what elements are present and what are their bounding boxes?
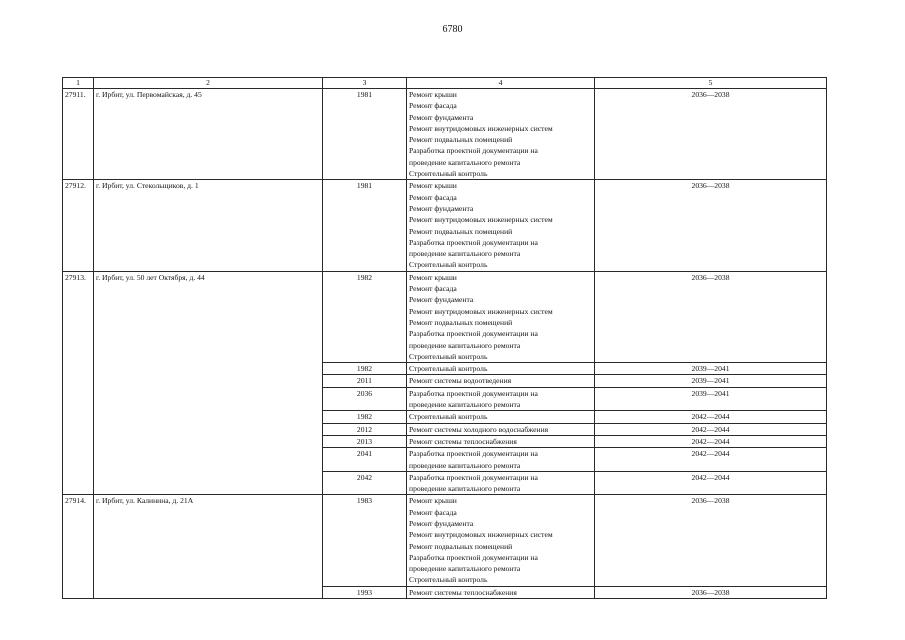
work-item: Ремонт подвальных помещений <box>409 135 513 145</box>
work-item: Ремонт фасада <box>409 192 457 202</box>
construction-year: 1982 <box>323 271 407 362</box>
works-list <box>407 435 595 447</box>
works-list <box>407 180 595 271</box>
column-header-3: 3 <box>323 78 407 89</box>
work-item: Разработка проектной документации на <box>409 449 538 459</box>
repair-period: 2039—2041 <box>595 387 827 411</box>
entry-number: 27913. <box>63 271 94 362</box>
column-header-2: 2 <box>94 78 323 89</box>
works-list <box>407 375 595 387</box>
table-row <box>63 448 827 472</box>
construction-year: 1993 <box>323 586 407 598</box>
work-item: Строительный контроль <box>409 412 488 422</box>
empty-cell <box>94 423 323 435</box>
table-row <box>63 435 827 447</box>
work-item: Ремонт крыши <box>409 90 457 99</box>
work-item: Ремонт подвальных помещений <box>409 317 513 327</box>
work-item: Ремонт подвальных помещений <box>409 541 513 551</box>
entry-address: г. Ирбит, ул. Стекольщиков, д. 1 <box>94 180 323 271</box>
empty-cell <box>94 387 323 411</box>
entry-address: г. Ирбит, ул. 50 лет Октября, д. 44 <box>94 271 323 362</box>
work-item: Строительный контроль <box>409 260 488 270</box>
table-row <box>63 387 827 411</box>
construction-year: 1982 <box>323 363 407 375</box>
work-item: Ремонт фундамента <box>409 518 474 528</box>
repair-period: 2039—2041 <box>595 363 827 375</box>
empty-cell <box>63 363 94 375</box>
table-row <box>63 411 827 423</box>
work-item: Разработка проектной документации на <box>409 552 538 562</box>
table-row <box>63 375 827 387</box>
empty-cell <box>63 435 94 447</box>
works-list <box>407 471 595 495</box>
table-row <box>63 423 827 435</box>
empty-cell <box>63 448 94 472</box>
repair-period: 2036—2038 <box>595 586 827 598</box>
work-item: Строительный контроль <box>409 351 488 361</box>
construction-year: 1981 <box>323 89 407 180</box>
entry-number: 27914. <box>63 495 94 586</box>
construction-year: 2036 <box>323 387 407 411</box>
work-item: Ремонт фасада <box>409 507 457 517</box>
column-number-row <box>63 78 827 89</box>
empty-cell <box>94 448 323 472</box>
work-item: Разработка проектной документации на <box>409 472 538 482</box>
works-list <box>407 89 595 180</box>
construction-year: 2012 <box>323 423 407 435</box>
repair-period: 2042—2044 <box>595 471 827 495</box>
work-item: Ремонт фундамента <box>409 295 474 305</box>
repair-period: 2042—2044 <box>595 411 827 423</box>
work-item: Ремонт системы холодного водоснабжения <box>409 424 549 434</box>
empty-cell <box>94 411 323 423</box>
works-list <box>407 363 595 375</box>
entry-address: г. Ирбит, ул. Первомайская, д. 45 <box>94 89 323 180</box>
work-item: Ремонт подвальных помещений <box>409 226 513 236</box>
table-row <box>63 363 827 375</box>
table-body <box>63 78 827 599</box>
table-row <box>63 495 827 586</box>
construction-year: 2041 <box>323 448 407 472</box>
work-item: проведение капитального ремонта <box>409 460 521 470</box>
construction-year: 2013 <box>323 435 407 447</box>
repair-period: 2036—2038 <box>595 89 827 180</box>
work-item: проведение капитального ремонта <box>409 340 521 350</box>
empty-cell <box>63 387 94 411</box>
empty-cell <box>63 411 94 423</box>
table-row <box>63 271 827 362</box>
works-list <box>407 271 595 362</box>
work-item: Разработка проектной документации на <box>409 329 538 339</box>
work-item: Разработка проектной документации на <box>409 237 538 247</box>
entry-number: 27911. <box>63 89 94 180</box>
capital-repair-table <box>62 77 827 599</box>
repair-period: 2036—2038 <box>595 180 827 271</box>
table-row <box>63 586 827 598</box>
construction-year: 1983 <box>323 495 407 586</box>
repair-period: 2036—2038 <box>595 271 827 362</box>
empty-cell <box>63 471 94 495</box>
empty-cell <box>63 423 94 435</box>
work-item: проведение капитального ремонта <box>409 400 521 410</box>
work-item: Ремонт системы теплоснабжения <box>409 587 517 597</box>
work-item: Строительный контроль <box>409 575 488 585</box>
work-item: Ремонт крыши <box>409 496 457 506</box>
page-number: 6780 <box>442 24 463 35</box>
column-header-1: 1 <box>63 78 94 89</box>
work-item: Ремонт внутридомовых инженерных систем <box>409 215 553 225</box>
works-list <box>407 423 595 435</box>
table-row <box>63 89 827 180</box>
work-item: Ремонт крыши <box>409 181 457 191</box>
empty-cell <box>94 363 323 375</box>
works-list <box>407 387 595 411</box>
construction-year: 2042 <box>323 471 407 495</box>
empty-cell <box>63 586 94 598</box>
repair-period: 2042—2044 <box>595 423 827 435</box>
works-list <box>407 411 595 423</box>
work-item: проведение капитального ремонта <box>409 249 521 259</box>
table-row <box>63 471 827 495</box>
repair-period: 2042—2044 <box>595 448 827 472</box>
work-item: Строительный контроль <box>409 364 488 374</box>
work-item: Ремонт фундамента <box>409 203 474 213</box>
work-item: проведение капитального ремонта <box>409 157 521 167</box>
empty-cell <box>94 375 323 387</box>
works-list <box>407 586 595 598</box>
work-item: Ремонт фундамента <box>409 112 474 122</box>
entry-address: г. Ирбит, ул. Калинина, д. 21А <box>94 495 323 586</box>
empty-cell <box>94 586 323 598</box>
construction-year: 1981 <box>323 180 407 271</box>
works-list <box>407 448 595 472</box>
work-item: Разработка проектной документации на <box>409 388 538 398</box>
work-item: Ремонт системы теплоснабжения <box>409 436 517 446</box>
repair-period: 2039—2041 <box>595 375 827 387</box>
column-header-5: 5 <box>595 78 827 89</box>
column-header-4: 4 <box>407 78 595 89</box>
entry-number: 27912. <box>63 180 94 271</box>
repair-period: 2042—2044 <box>595 435 827 447</box>
table-row <box>63 180 827 271</box>
work-item: Ремонт внутридомовых инженерных систем <box>409 530 553 540</box>
work-item: Разработка проектной документации на <box>409 146 538 156</box>
construction-year: 2011 <box>323 375 407 387</box>
empty-cell <box>63 375 94 387</box>
work-item: Ремонт фасада <box>409 101 457 111</box>
work-item: проведение капитального ремонта <box>409 484 521 494</box>
work-item: Строительный контроль <box>409 169 488 179</box>
work-item: Ремонт крыши <box>409 272 457 282</box>
works-list <box>407 495 595 586</box>
empty-cell <box>94 435 323 447</box>
work-item: Ремонт фасада <box>409 284 457 294</box>
work-item: Ремонт внутридомовых инженерных систем <box>409 123 553 133</box>
work-item: Ремонт системы водоотведения <box>409 376 512 386</box>
repair-period: 2036—2038 <box>595 495 827 586</box>
work-item: Ремонт внутридомовых инженерных систем <box>409 306 553 316</box>
empty-cell <box>94 471 323 495</box>
work-item: проведение капитального ремонта <box>409 564 521 574</box>
construction-year: 1982 <box>323 411 407 423</box>
